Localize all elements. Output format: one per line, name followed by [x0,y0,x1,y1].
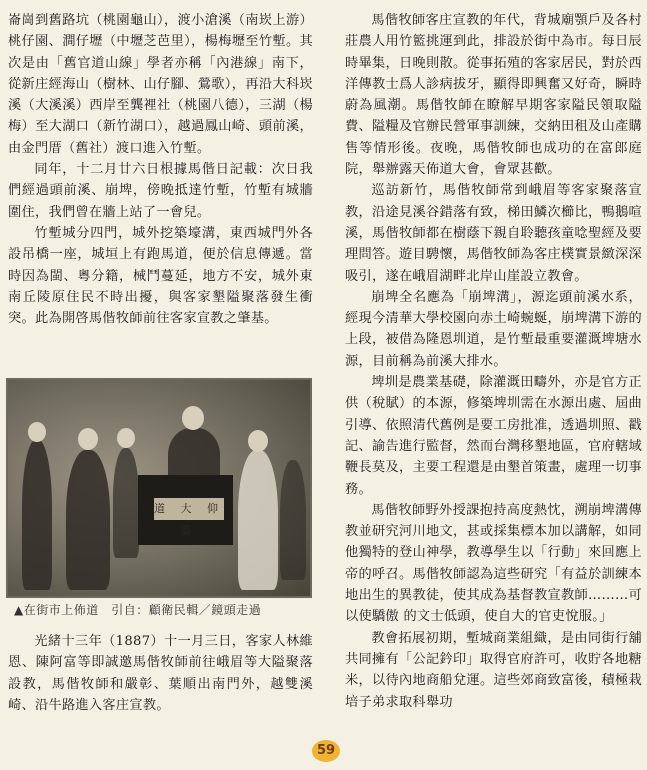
left-bottom-text [8,631,313,716]
photo-caption: ▲在街市上佈道 引自：顧衛民輯／鏡頭走過 [14,603,262,617]
paragraph: 光緒十三年（1887）十一月三日，客家人林維恩、陳阿富等即誠邀馬偕牧師前往峨眉等大隘聚落設教，馬偕牧師和嚴彰、葉順出南門外，越雙溪崎、沿牛路進入客庄宣教。 [8,634,313,713]
left-column-text [8,10,313,329]
page-number: 59 [312,740,340,762]
paragraph: 教會拓展初期，塹城商業組織，是由同街行舖共同擁有「公記鈐印」取得官府許可，收貯各地糖米，以待內地商船兌運。這些郊商致富後，積極栽培子弟求取科舉功 [345,630,642,710]
paragraph: 埤圳是農業基礎，除灌溉田疇外，亦是官方正供（稅賦）的本源，修築埤圳需在水源出處、屆曲引導、依照清代舊例是要工房批准，透過圳照、戳記、諭告進行監督，然而台灣移墾地區，官府轄域鞭長莫及，主要工程還是由墾首策畫，處理一切事務。 [345,375,642,497]
paragraph: 巡訪新竹，馬偕牧師常到峨眉等客家聚落宣教，沿途見溪谷錯落有致，梯田鱗次櫛比，鴨鵝喧溪，馬偕牧師都在樹蔭下親自聆聽孩童唸聖經及要理問答。遊目騁懷，馬偕牧師為客庄樸實景緻深深吸引，遂在峨眉湖畔北岸山崖設立教會。 [345,183,642,284]
paragraph: 竹塹城分四門，城外挖築壕溝，東西城門外各設吊橋一座，城垣上有跑馬道，便於信息傳遞。當時因為閩、粵分籍，械鬥蔓延，地方不安，城外東南丘陵原住民不時出擾，與客家墾隘聚落發生衝突。此為開啓馬偕牧師前往客家宣教之肇基。 [8,225,313,327]
paragraph: 崙崗到舊路坑（桃園龜山），渡小滄溪（南崁上游）桃仔園、澗仔壢（中壢芝芭里），楊梅壢至竹塹。其次是由「舊官道山線」學者亦稱「內港線」南下，從新庄經海山（樹林、山仔腳、鶯歌），再沿大科崁溪（大溪溪）西岸至龔裡社（桃園八德），三湖（楊梅）至大湖口（新竹湖口），越過鳳山崎、頭前溪，由金門厝（舊社）渡口進入竹塹。 [8,13,313,156]
paragraph: 同年，十二月廿六日根據馬偕日記載：次日我們經過頭前溪、崩埤，傍晚抵達竹塹，竹塹有城牆圍住，我們曾在牆上站了一會兒。 [8,162,313,220]
right-column-text [345,10,642,713]
paragraph: 崩埤全名應為「崩埤溝」，源迄頭前溪水系，經現今清華大學校園向赤土崎蜿蜒，崩埤溝下游的上段，被借為隆恩圳道，是竹塹最重要灌溉埤塘水源，目前稱為前溪大排水。 [345,289,642,369]
paragraph: 馬偕牧師野外授課抱持高度熱忱，溯崩埤溝傳教並研究河川地文，甚或採集標本加以講解，如同他獨特的登山神學，教導學生以「行動」來回應上帝的呼召。馬偕牧師認為這些研究「有益於訓練本地出生的異教徒，使其成為基督教宣教師………可以使驕傲 的文士低頭，使自大的官吏悅服。」 [345,502,642,625]
banner-text: 道 大 仰 雲 [154,498,224,520]
paragraph: 馬偕牧師客庄宣教的年代，背城廟顎戶及各村莊農人用竹籃挑運到此，排設於街中為市。每日辰時畢集，日晚則散。從事拓殖的客家居民，對於西洋傳教士爲人診病拔牙，顯得即興奮又好奇，瞬時蔚為風潮。馬偕牧師在瞭解早期客家隘民領取隘費、隘糧及官辦民營軍事訓練，交納田租及山產購售等情形後。夜晚，馬偕牧師也成功的在富郎庭院，舉辦露天佈道大會，會眾甚歡。 [345,13,642,178]
street-preaching-photo [6,378,312,598]
